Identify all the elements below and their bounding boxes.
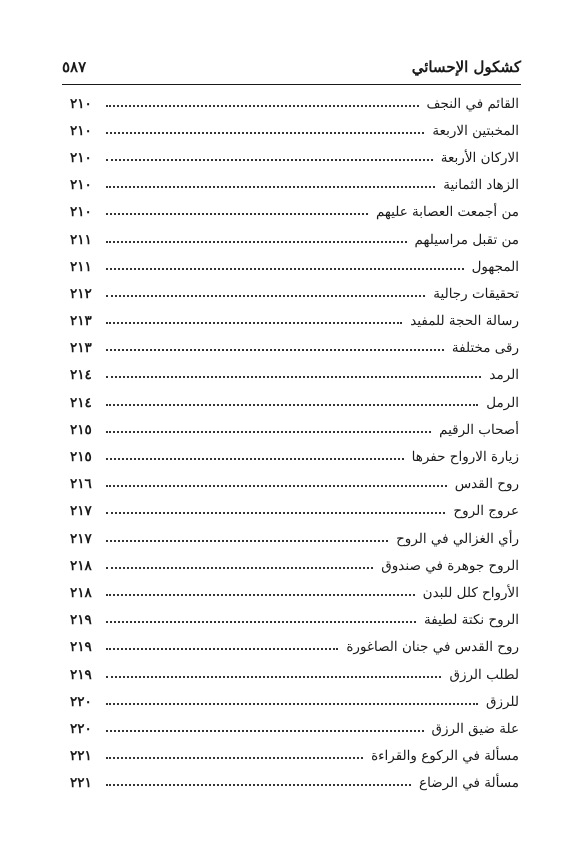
toc-leader-dots (106, 241, 407, 243)
toc-entry-title: الأرواح كلل للبدن (422, 584, 519, 601)
toc-entry-title: رسالة الحجة للمفيد (410, 313, 519, 330)
toc-entry (70, 498, 519, 525)
header-page-number: ٥٨٧ (62, 58, 87, 76)
toc-entry-page-number: ٢٢٠ (70, 720, 92, 737)
toc-entry (70, 253, 519, 280)
toc-entry (70, 770, 519, 797)
toc-entry-page-number: ٢١٦ (70, 476, 92, 493)
toc-entry (70, 579, 519, 606)
toc-entry-page-number: ٢١٧ (70, 530, 92, 547)
toc-leader-dots (106, 621, 416, 623)
toc-entry-title: روح القدس في جنان الصاغورة (346, 639, 519, 656)
toc-entry-page-number: ٢١٩ (70, 666, 92, 683)
toc-leader-dots (106, 159, 433, 161)
header-title: كشكول الإحسائي (411, 58, 521, 76)
toc-entry-title: تحقيقات رجالية (433, 285, 519, 302)
toc-entry-title: الرمد (489, 367, 519, 384)
toc-leader-dots (106, 458, 404, 460)
toc-leader-dots (106, 648, 338, 650)
toc-entry-title: روح القدس (454, 476, 519, 493)
toc-entry-page-number: ٢١٥ (70, 421, 92, 438)
toc-leader-dots (106, 213, 368, 215)
toc-leader-dots (106, 703, 478, 705)
toc-entry-page-number: ٢١٧ (70, 503, 92, 520)
toc-entry-page-number: ٢١١ (70, 231, 92, 248)
table-of-contents (70, 90, 519, 797)
toc-entry-page-number: ٢١٥ (70, 449, 92, 466)
toc-leader-dots (106, 431, 431, 433)
toc-entry-page-number: ٢١٣ (70, 340, 92, 357)
toc-entry-page-number: ٢١٨ (70, 557, 92, 574)
toc-entry-page-number: ٢٢٠ (70, 693, 92, 710)
toc-leader-dots (106, 512, 445, 514)
running-header (62, 58, 521, 82)
toc-entry-page-number: ٢١٠ (70, 177, 92, 194)
toc-entry-title: من أجمعت العصابة عليهم (375, 204, 519, 221)
toc-entry-title: الرمل (486, 394, 519, 411)
toc-entry (70, 144, 519, 171)
toc-entry (70, 416, 519, 443)
toc-entry (70, 117, 519, 144)
toc-entry (70, 389, 519, 416)
toc-leader-dots (106, 757, 363, 759)
header-rule (62, 84, 521, 85)
toc-entry-title: المخبتين الاربعة (432, 122, 519, 139)
toc-leader-dots (106, 322, 402, 324)
toc-leader-dots (106, 376, 481, 378)
toc-entry (70, 443, 519, 470)
toc-entry (70, 308, 519, 335)
toc-entry (70, 634, 519, 661)
toc-entry-page-number: ٢١٠ (70, 122, 92, 139)
toc-entry (70, 525, 519, 552)
toc-entry (70, 743, 519, 770)
toc-entry (70, 280, 519, 307)
toc-entry-page-number: ٢٢١ (70, 775, 92, 792)
toc-entry (70, 688, 519, 715)
toc-entry-page-number: ٢٢١ (70, 748, 92, 765)
toc-entry-page-number: ٢١٤ (70, 394, 92, 411)
toc-entry-title: مسألة في الركوع والقراءة (371, 748, 519, 765)
toc-entry-page-number: ٢١٠ (70, 95, 92, 112)
toc-entry (70, 362, 519, 389)
toc-leader-dots (106, 404, 478, 406)
toc-entry-page-number: ٢١٢ (70, 285, 92, 302)
toc-entry-title: للرزق (485, 693, 519, 710)
toc-entry (70, 607, 519, 634)
toc-entry (70, 172, 519, 199)
toc-leader-dots (106, 186, 435, 188)
toc-entry (70, 335, 519, 362)
toc-entry-page-number: ٢١٤ (70, 367, 92, 384)
toc-entry (70, 199, 519, 226)
toc-entry (70, 715, 519, 742)
toc-entry-title: الزهاد الثمانية (443, 177, 519, 194)
toc-entry-title: رأي الغزالي في الروح (396, 530, 519, 547)
toc-leader-dots (106, 676, 441, 678)
toc-entry-title: المجهول (471, 258, 519, 275)
toc-entry-title: أصحاب الرقيم (439, 421, 519, 438)
toc-entry-page-number: ٢١٩ (70, 639, 92, 656)
toc-entry (70, 552, 519, 579)
toc-leader-dots (106, 105, 419, 107)
toc-leader-dots (106, 730, 424, 732)
toc-leader-dots (106, 295, 425, 297)
toc-entry-title: علة ضيق الرزق (431, 720, 519, 737)
toc-entry (70, 226, 519, 253)
toc-entry-page-number: ٢١٠ (70, 204, 92, 221)
toc-entry-title: الروح جوهرة في صندوق (381, 557, 519, 574)
toc-entry (70, 661, 519, 688)
toc-entry-title: مسألة في الرضاع (419, 775, 519, 792)
toc-leader-dots (106, 268, 464, 270)
toc-entry-page-number: ٢١٨ (70, 584, 92, 601)
toc-entry (70, 90, 519, 117)
toc-leader-dots (106, 594, 415, 596)
toc-leader-dots (106, 132, 424, 134)
toc-entry-title: لطلب الرزق (449, 666, 519, 683)
toc-entry-title: القائم في النجف (426, 95, 519, 112)
toc-entry-page-number: ٢١٣ (70, 313, 92, 330)
toc-entry-title: الروح نكتة لطيفة (424, 612, 519, 629)
toc-entry (70, 471, 519, 498)
toc-leader-dots (106, 540, 388, 542)
toc-entry-page-number: ٢١١ (70, 258, 92, 275)
toc-entry-title: عروج الروح (453, 503, 519, 520)
toc-entry-title: من تقبل مراسيلهم (414, 231, 519, 248)
toc-leader-dots (106, 349, 444, 351)
toc-entry-page-number: ٢١٩ (70, 612, 92, 629)
toc-entry-title: رقى مختلفة (451, 340, 519, 357)
toc-entry-title: زيارة الارواح حفرها (411, 449, 519, 466)
toc-leader-dots (106, 485, 447, 487)
toc-leader-dots (106, 784, 411, 786)
toc-leader-dots (106, 567, 373, 569)
toc-entry-page-number: ٢١٠ (70, 149, 92, 166)
toc-entry-title: الاركان الأربعة (440, 149, 519, 166)
